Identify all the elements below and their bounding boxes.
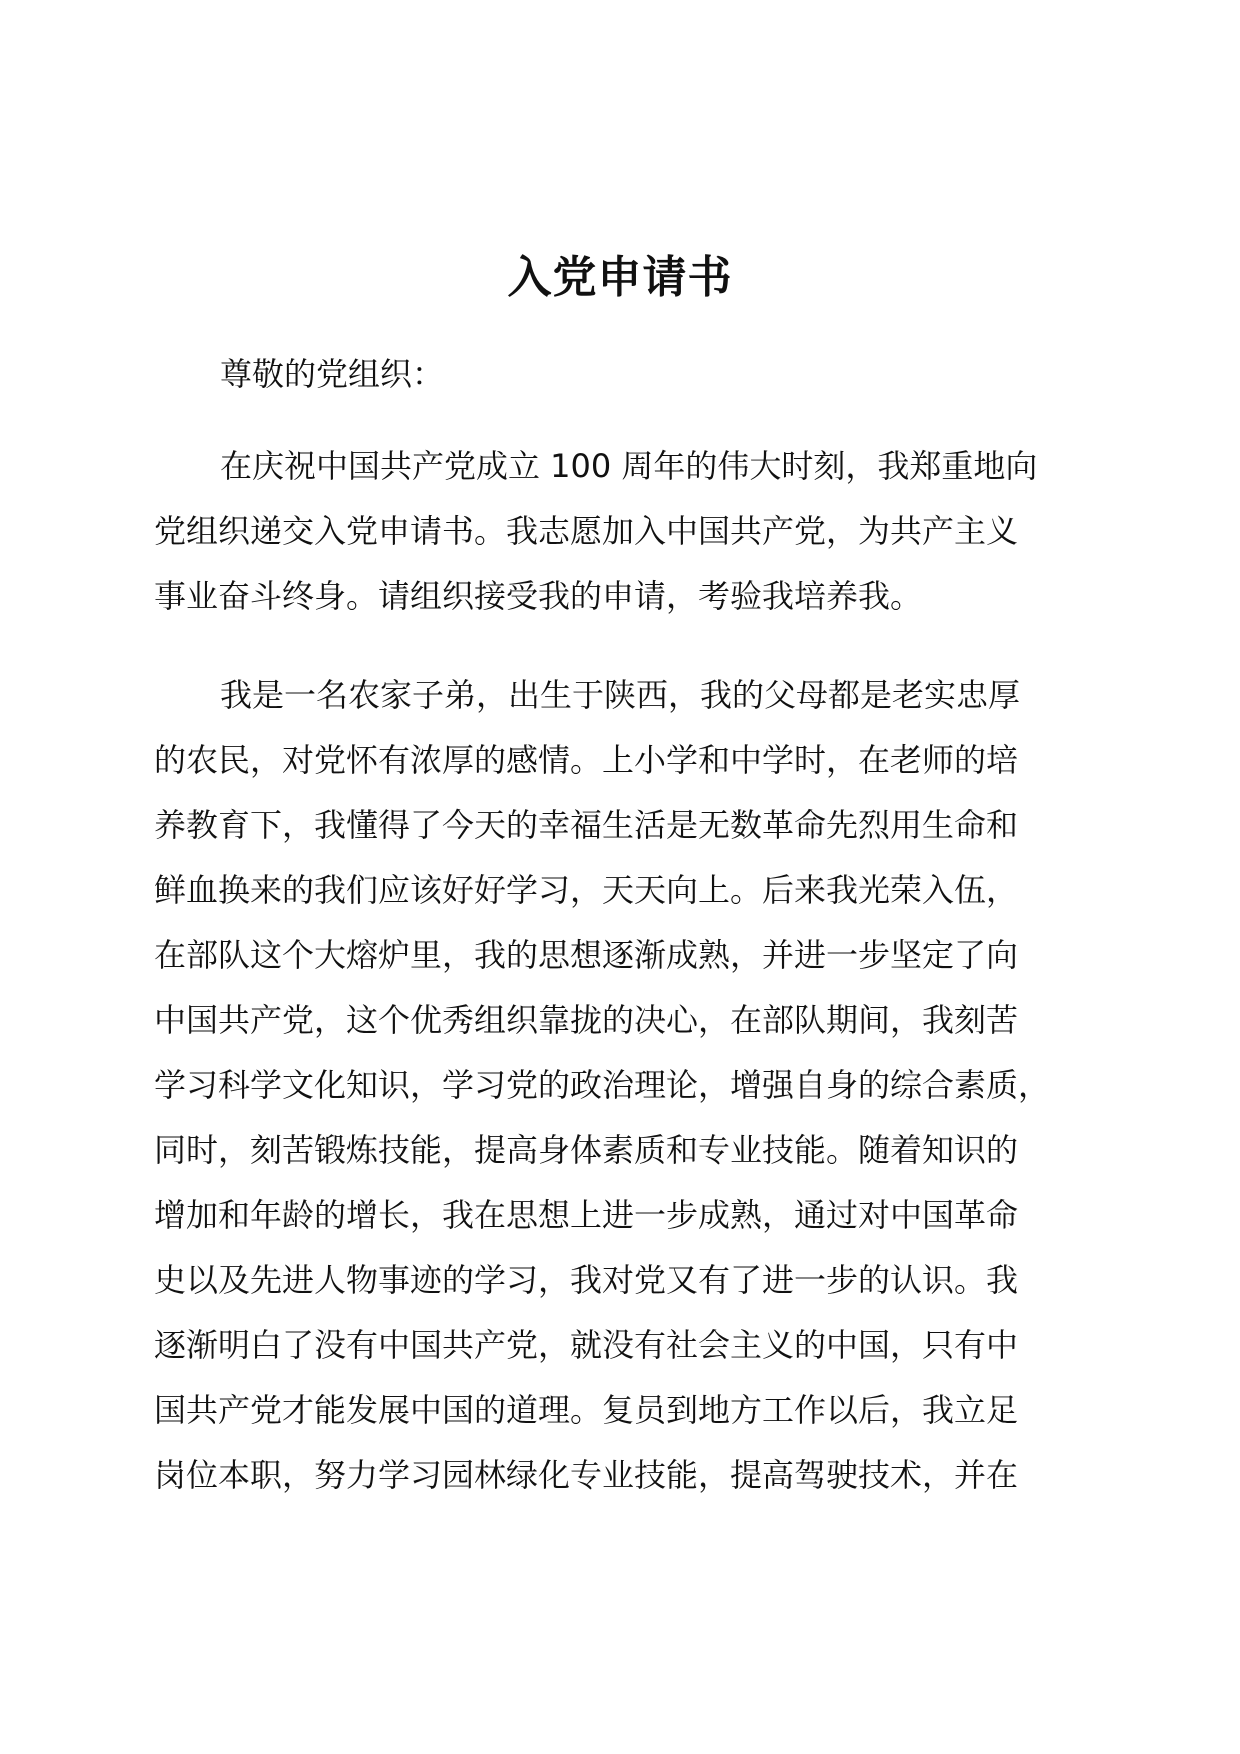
paragraph-line: 学习科学文化知识，学习党的政治理论，增强自身的综合素质， — [154, 1066, 1051, 1104]
paragraph-line: 在部队这个大熔炉里，我的思想逐渐成熟，并进一步坚定了向 — [154, 936, 1019, 974]
paragraph-line: 岗位本职，努力学习园林绿化专业技能，提高驾驶技术，并在 — [154, 1456, 1019, 1494]
paragraph-line: 同时，刻苦锻炼技能，提高身体素质和专业技能。随着知识的 — [154, 1131, 1019, 1169]
paragraph-line: 在庆祝中国共产党成立 100 周年的伟大时刻，我郑重地向 — [220, 447, 1038, 485]
paragraph-line: 我是一名农家子弟，出生于陕西，我的父母都是老实忠厚 — [220, 676, 1021, 714]
paragraph-line: 的农民，对党怀有浓厚的感情。上小学和中学时，在老师的培 — [154, 741, 1019, 779]
document-title: 入党申请书 — [507, 252, 733, 303]
paragraph-line: 事业奋斗终身。请组织接受我的申请，考验我培养我。 — [154, 577, 923, 615]
document-body — [154, 348, 1104, 1542]
paragraph-1 — [154, 434, 1104, 629]
paragraph-2 — [154, 663, 1104, 1508]
paragraph-line: 史以及先进人物事迹的学习，我对党又有了进一步的认识。我 — [154, 1261, 1019, 1299]
paragraph-line: 逐渐明白了没有中国共产党，就没有社会主义的中国，只有中 — [154, 1326, 1019, 1364]
paragraph-line: 养教育下，我懂得了今天的幸福生活是无数革命先烈用生命和 — [154, 806, 1019, 844]
paragraph-line: 中国共产党，这个优秀组织靠拢的决心，在部队期间，我刻苦 — [154, 1001, 1019, 1039]
paragraph-line: 党组织递交入党申请书。我志愿加入中国共产党，为共产主义 — [154, 512, 1019, 550]
paragraph-line: 增加和年龄的增长，我在思想上进一步成熟，通过对中国革命 — [154, 1196, 1019, 1234]
paragraph-line: 鲜血换来的我们应该好好学习，天天向上。后来我光荣入伍， — [154, 871, 1019, 909]
salutation: 尊敬的党组织： — [220, 355, 445, 393]
paragraph-line: 国共产党才能发展中国的道理。复员到地方工作以后，我立足 — [154, 1391, 1019, 1429]
